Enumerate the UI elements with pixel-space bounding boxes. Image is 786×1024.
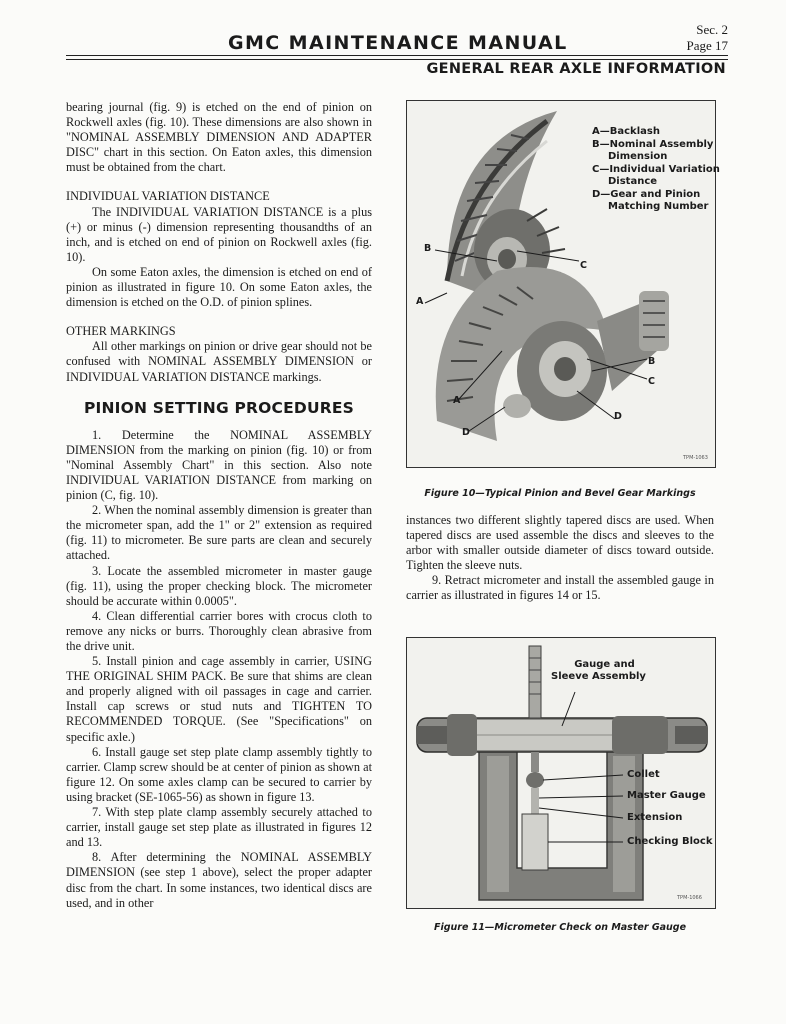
figure-11-code: TPM-1066 [677, 895, 702, 901]
callout-d: D [614, 411, 622, 422]
callout-a-lower: A [453, 395, 461, 406]
legend-item: B—Nominal Assembly [592, 138, 714, 150]
figure-10-caption: Figure 10—Typical Pinion and Bevel Gear Markings [424, 488, 696, 499]
legend-item: D—Gear and Pinion [592, 188, 701, 200]
step-5: 5. Install pinion and cage assembly in carrier, USING THE ORIGINAL SHIM PACK. Be sure that shims are clean and properly aligned with oil passages in cage and carrier. Install cap screws or stud nuts and TIGHTEN TO RECOMMENDED TORQUE. (See "Specifications" on specific axle.) [66, 654, 372, 744]
step-2: 2. When the nominal assembly dimension is greater than the micrometer span, add the 1" or 2" extension as required (fig. 11) to micrometer. Be sure parts are clean and securely attached. [66, 503, 372, 563]
label-line: Sleeve Assembly [551, 671, 646, 682]
step-8: 8. After determining the NOMINAL ASSEMBLY DIMENSION (see step 1 above), select the proper adapter disc from the chart. In some instances, two identical discs are used, and in other [66, 850, 372, 910]
header-rule-top [66, 55, 728, 56]
subheading-other-markings: OTHER MARKINGS [66, 324, 176, 339]
callout-b-lower: B [648, 356, 656, 367]
figure-11-caption: Figure 11—Micrometer Check on Master Gauge [433, 922, 687, 933]
label-checking-block: Checking Block [627, 836, 713, 847]
callout-d-lower: D [462, 427, 470, 438]
step-1: 1. Determine the NOMINAL ASSEMBLY DIMENSION from the marking on pinion (fig. 10) or from "Nominal Assembly Chart" in this section. Also note INDIVIDUAL VARIATION DISTANCE from marking on pinion (C, fig. 10). [66, 427, 372, 503]
label-extension: Extension [627, 812, 683, 823]
left-column [66, 100, 372, 911]
header-rule-bottom [66, 59, 728, 60]
label-master-gauge: Master Gauge [627, 790, 706, 801]
figure-10-legend [592, 126, 720, 214]
step-3: 3. Locate the assembled micrometer in master gauge (fig. 11), using the proper checking block. The micrometer should be accurate within 0.0005". [66, 563, 372, 608]
manual-title: GMC MAINTENANCE MANUAL [228, 32, 568, 54]
paragraph: bearing journal (fig. 9) is etched on the end of pinion on Rockwell axles (fig. 10). These dimensions are also shown in "NOMINAL ASSEMBLY DIMENSION AND ADAPTER DISC" chart in this section. On Eaton axles, this dimension must be obtained from the chart. [66, 100, 372, 175]
legend-item: Distance [608, 176, 658, 187]
section-number: Sec. 2 [696, 22, 728, 37]
section-page-info [686, 22, 728, 54]
legend-item: Dimension [608, 151, 668, 162]
paragraph: The INDIVIDUAL VARIATION DISTANCE is a plus (+) or minus (-) dimension representing thousandths of an inch, and is etched on end of pinion on Rockwell axles (fig. 10). [66, 204, 372, 264]
subheading-individual-variation: INDIVIDUAL VARIATION DISTANCE [66, 189, 270, 204]
right-column [406, 513, 714, 604]
legend-item: A—Backlash [592, 126, 660, 137]
figure-10-code: TPM-1063 [683, 455, 708, 461]
paragraph: instances two different slightly tapered discs are used. When tapered discs are used assemble the discs and sleeves to the arbor with smaller outside diameter of discs toward outside. Tighten the sleeve nuts. [406, 513, 714, 573]
chapter-subtitle: GENERAL REAR AXLE INFORMATION [426, 61, 726, 77]
callout-c-lower: C [648, 376, 655, 387]
step-9: 9. Retract micrometer and install the assembled gauge in carrier as illustrated in figures 14 or 15. [406, 573, 714, 603]
section-title: PINION SETTING PROCEDURES [83, 398, 355, 417]
label-collet: Collet [627, 769, 660, 780]
step-6: 6. Install gauge set step plate clamp assembly tightly to carrier. Clamp screw should be at center of pinion as shown at figure 12. On some axles clamp can be secured to carrier by using bracket (SE-1065-56) as shown in figure 13. [66, 744, 372, 804]
page-number: Page 17 [686, 38, 728, 53]
paragraph: All other markings on pinion or drive gear should not be confused with NOMINAL ASSEMBLY DIMENSION or INDIVIDUAL VARIATION DISTANCE markings. [66, 339, 372, 384]
callout-a: A [416, 296, 424, 307]
step-7: 7. With step plate clamp assembly securely attached to carrier, install gauge set step plate as illustrated in figures 12 and 13. [66, 805, 372, 850]
callout-c: C [580, 260, 587, 271]
step-4: 4. Clean differential carrier bores with crocus cloth to remove any nicks or burrs. Thoroughly clean abrasive from the drive unit. [66, 608, 372, 653]
legend-item: Matching Number [608, 201, 709, 212]
callout-b: B [424, 243, 432, 254]
label-line: Gauge and [574, 659, 635, 670]
paragraph: On some Eaton axles, the dimension is etched on end of pinion as illustrated in figure 10. On some Eaton axles, the dimension is etched on the O.D. of pinion splines. [66, 264, 372, 310]
label-gauge-sleeve [551, 659, 646, 683]
legend-item: C—Individual Variation [592, 163, 720, 175]
